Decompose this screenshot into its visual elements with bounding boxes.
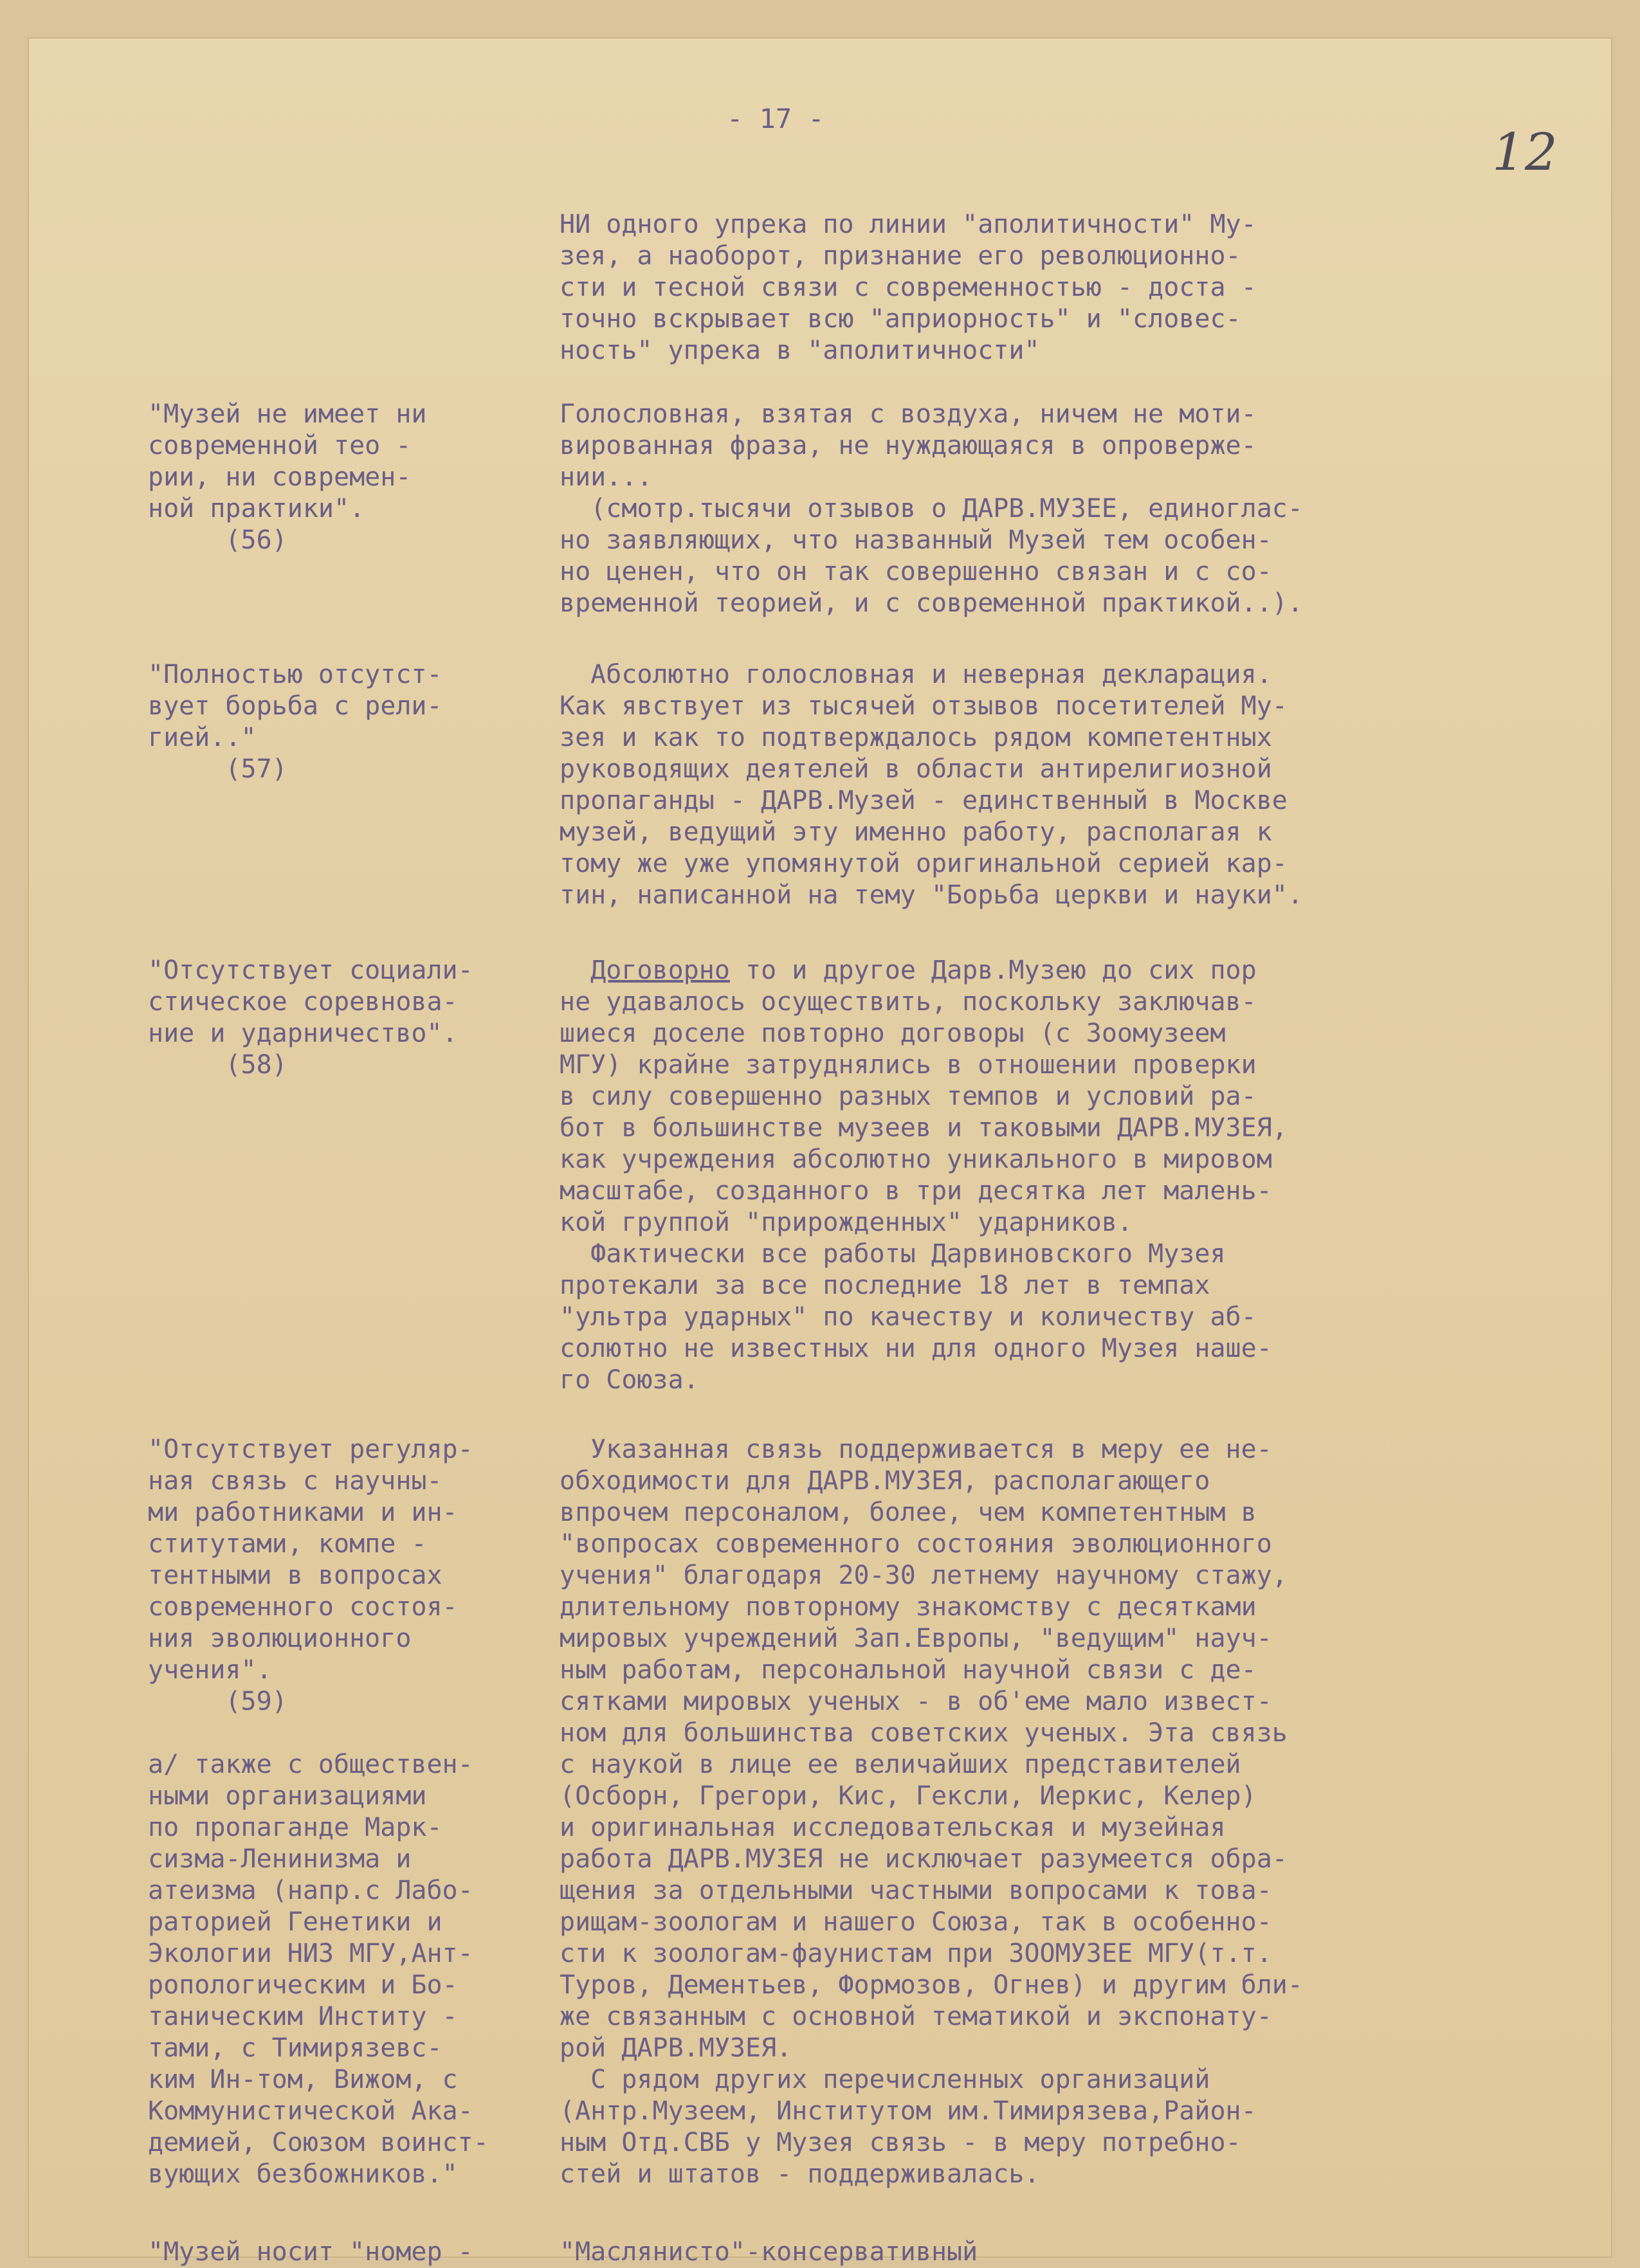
quote-line: раторией Генетики и	[148, 1907, 442, 1937]
quote-line: демией, Союзом воинст-	[148, 2128, 489, 2157]
quote-number: (56)	[148, 525, 287, 555]
text-line-first	[560, 955, 1288, 986]
text-line: го Союза.	[560, 1365, 699, 1395]
quote-line: "Музей не имеет ни	[148, 399, 427, 429]
page-number: - 17 -	[727, 103, 825, 134]
underlined-word: Договорно	[590, 956, 730, 985]
text-line: с наукой в лице ее величайших представителей	[560, 1750, 1241, 1779]
quote-line: вующих безбожников."	[148, 2159, 458, 2189]
quote-line: ким Ин-том, Вижом, с	[148, 2065, 458, 2094]
text-line: в силу совершенно разных темпов и условий ра-	[560, 1082, 1257, 1111]
text-line: рищам-зоологам и нашего Союза, так в особенно-	[560, 1907, 1272, 1937]
text-line: руководящих деятелей в области антирелигиозной	[560, 754, 1272, 784]
quote-line: Коммунистической Ака-	[148, 2096, 473, 2126]
quote-line: гией.."	[148, 723, 257, 752]
text-line: пропаганды - ДАРВ.Музей - единственный в Москве	[560, 786, 1288, 815]
text-line: Как явствует из тысячей отзывов посетителей Му-	[560, 691, 1288, 721]
margin-quote	[148, 955, 473, 1081]
margin-quote	[148, 1749, 489, 2190]
text-line: работа ДАРВ.МУЗЕЯ не исключает разумеется обра-	[560, 1844, 1288, 1874]
text-line: (Антр.Музеем, Институтом им.Тимирязева,Район-	[560, 2096, 1257, 2126]
text-line: бот в большинстве музеев и таковыми ДАРВ.МУЗЕЯ,	[560, 1113, 1288, 1143]
text-line: точно вскрывает всю "априорность" и "словес-	[560, 304, 1241, 334]
text-line: Туров, Дементьев, Формозов, Огнев) и другим бли-	[560, 1970, 1303, 2000]
quote-line: атеизма (напр.с Лабо-	[148, 1876, 473, 1905]
quote-number: (59)	[148, 1687, 287, 1716]
quote-line: ропологическим и Бо-	[148, 1970, 458, 2000]
quote-line: рии, ни современ-	[148, 462, 412, 492]
text-line: тин, написанной на тему "Борьба церкви и науки".	[560, 880, 1303, 910]
margin-quote	[148, 659, 442, 785]
quote-line: "Отсутствует социали-	[148, 956, 473, 985]
right-column	[560, 1434, 1288, 1749]
right-column	[560, 659, 1303, 911]
quote-line: ние и ударничество".	[148, 1019, 458, 1048]
text-line: вированная фраза, не нуждающаяся в опроверже-	[560, 431, 1257, 460]
text-line: солютно не известных ни для одного Музея наше-	[560, 1334, 1272, 1363]
quote-line: "Музей носит "номер -	[148, 2237, 473, 2267]
text-line: обходимости для ДАРВ.МУЗЕЯ, располагающего	[560, 1466, 1210, 1496]
text-line: ным Отд.СВБ у Музея связь - в меру потребно-	[560, 2128, 1241, 2157]
text-line: сти и тесной связи с современностью - доста -	[560, 273, 1257, 302]
text-line: "вопросах современного состояния эволюционного	[560, 1529, 1272, 1559]
right-column	[560, 1749, 1303, 2190]
text-line: ным работам, персональной научной связи с де-	[560, 1655, 1257, 1685]
quote-line: ной практики".	[148, 494, 365, 523]
text-line: впрочем персоналом, более, чем компетентным в	[560, 1498, 1257, 1527]
text-line: Указанная связь поддерживается в меру ее не-	[560, 1435, 1272, 1464]
text-line: С рядом других перечисленных организаций	[560, 2065, 1210, 2094]
text-line: (смотр.тысячи отзывов о ДАРВ.МУЗЕЕ, единоглас-	[560, 494, 1303, 523]
text-line: протекали за все последние 18 лет в темпах	[560, 1271, 1210, 1300]
quote-line: ми работниками и ин-	[148, 1498, 458, 1527]
text-line: не удавалось осуществить, поскольку заключав-	[560, 987, 1257, 1017]
quote-line: Экологии НИЗ МГУ,Ант-	[148, 1939, 473, 1968]
quote-line: ная связь с научны-	[148, 1466, 442, 1496]
text-line: МГУ) крайне затруднялись в отношении проверки	[560, 1050, 1257, 1080]
quote-line: а/ также с обществен-	[148, 1750, 473, 1779]
quote-line: по пропаганде Марк-	[148, 1813, 442, 1842]
quote-line: ными организациями	[148, 1781, 427, 1811]
text-line: щения за отдельными частными вопросами к това-	[560, 1876, 1272, 1905]
text-line: Абсолютно голословная и неверная декларация.	[560, 660, 1272, 689]
text-line: временной теорией, и с современной практикой..).	[560, 588, 1303, 618]
text-line: зея и как то подтверждалось рядом компетентных	[560, 723, 1272, 752]
quote-line: тами, с Тимирязевс-	[148, 2033, 442, 2063]
text-line: "ультра ударных" по качеству и количеству аб-	[560, 1302, 1257, 1332]
text-line: нии...	[560, 462, 653, 492]
right-column	[560, 399, 1303, 619]
quote-line: ститутами, компе -	[148, 1529, 427, 1559]
text-line: Голословная, взятая с воздуха, ничем не моти-	[560, 399, 1257, 429]
margin-quote	[148, 2236, 473, 2268]
quote-line: вует борьба с рели-	[148, 691, 442, 721]
quote-number: (57)	[148, 754, 287, 784]
text-line: стей и штатов - поддерживалась.	[560, 2159, 1040, 2189]
text-line: сти к зоологам-фаунистам при ЗООМУЗЕЕ МГУ(т.т.	[560, 1939, 1272, 1968]
right-column	[560, 955, 1288, 1396]
text-line: Фактически все работы Дарвиновского Музея	[560, 1239, 1226, 1269]
text-line: длительному повторному знакомству с десятками	[560, 1592, 1257, 1622]
quote-line: сизма-Ленинизма и	[148, 1844, 412, 1874]
text-line: мировых учреждений Зап.Европы, "ведущим" науч-	[560, 1624, 1272, 1653]
text-line: тому же уже упомянутой оригинальной серией кар-	[560, 849, 1288, 878]
quote-number: (58)	[148, 1050, 287, 1080]
text-line: музей, ведущий эту именно работу, располагая к	[560, 817, 1272, 847]
margin-quote	[148, 399, 426, 556]
text-fragment: то и другое Дарв.Музею до сих пор	[729, 956, 1257, 985]
text-line: (Осборн, Грегори, Кис, Гексли, Иеркис, Келер)	[560, 1781, 1257, 1811]
right-column	[560, 209, 1257, 367]
text-line: "Маслянисто"-консервативный	[560, 2237, 978, 2267]
right-column	[560, 2236, 978, 2268]
margin-quote	[148, 1434, 473, 1718]
quote-line: тентными в вопросах	[148, 1561, 442, 1590]
text-line: ном для большинства советских ученых. Эта связь	[560, 1718, 1288, 1748]
quote-line: "Полностью отсутст-	[148, 660, 442, 689]
text-line: но ценен, что он так совершенно связан и с со-	[560, 557, 1272, 586]
quote-line: современной тео -	[148, 431, 412, 460]
archive-number-handwritten: 12	[1492, 122, 1558, 182]
quote-line: ния эволюционного	[148, 1624, 412, 1653]
text-line: зея, а наоборот, признание его революционно-	[560, 241, 1241, 271]
text-line: но заявляющих, что названный Музей тем особен-	[560, 525, 1272, 555]
quote-line: современного состоя-	[148, 1592, 458, 1622]
quote-line: учения".	[148, 1655, 272, 1685]
text-line: и оригинальная исследовательская и музейная	[560, 1813, 1226, 1842]
quote-line: стическое соревнова-	[148, 987, 458, 1017]
text-line: кой группой "прирожденных" ударников.	[560, 1208, 1133, 1237]
text-line: масштабе, созданного в три десятка лет малень-	[560, 1176, 1272, 1206]
text-line: же связанным с основной тематикой и экспонату-	[560, 2002, 1272, 2031]
quote-line: "Отсутствует регуляр-	[148, 1435, 473, 1464]
text-line: как учреждения абсолютно уникального в мировом	[560, 1145, 1272, 1174]
text-line: НИ одного упрека по линии "аполитичности" Му-	[560, 210, 1257, 239]
text-line: ность" упрека в "аполитичности"	[560, 336, 1040, 365]
quote-line: таническим Институ -	[148, 2002, 458, 2031]
text-line: рой ДАРВ.МУЗЕЯ.	[560, 2033, 792, 2063]
text-line: учения" благодаря 20-30 летнему научному стажу,	[560, 1561, 1288, 1590]
text-line: сятками мировых ученых - в об'еме мало извест-	[560, 1687, 1272, 1716]
text-line: шиеся доселе повторно договоры (с Зоомузеем	[560, 1019, 1226, 1048]
